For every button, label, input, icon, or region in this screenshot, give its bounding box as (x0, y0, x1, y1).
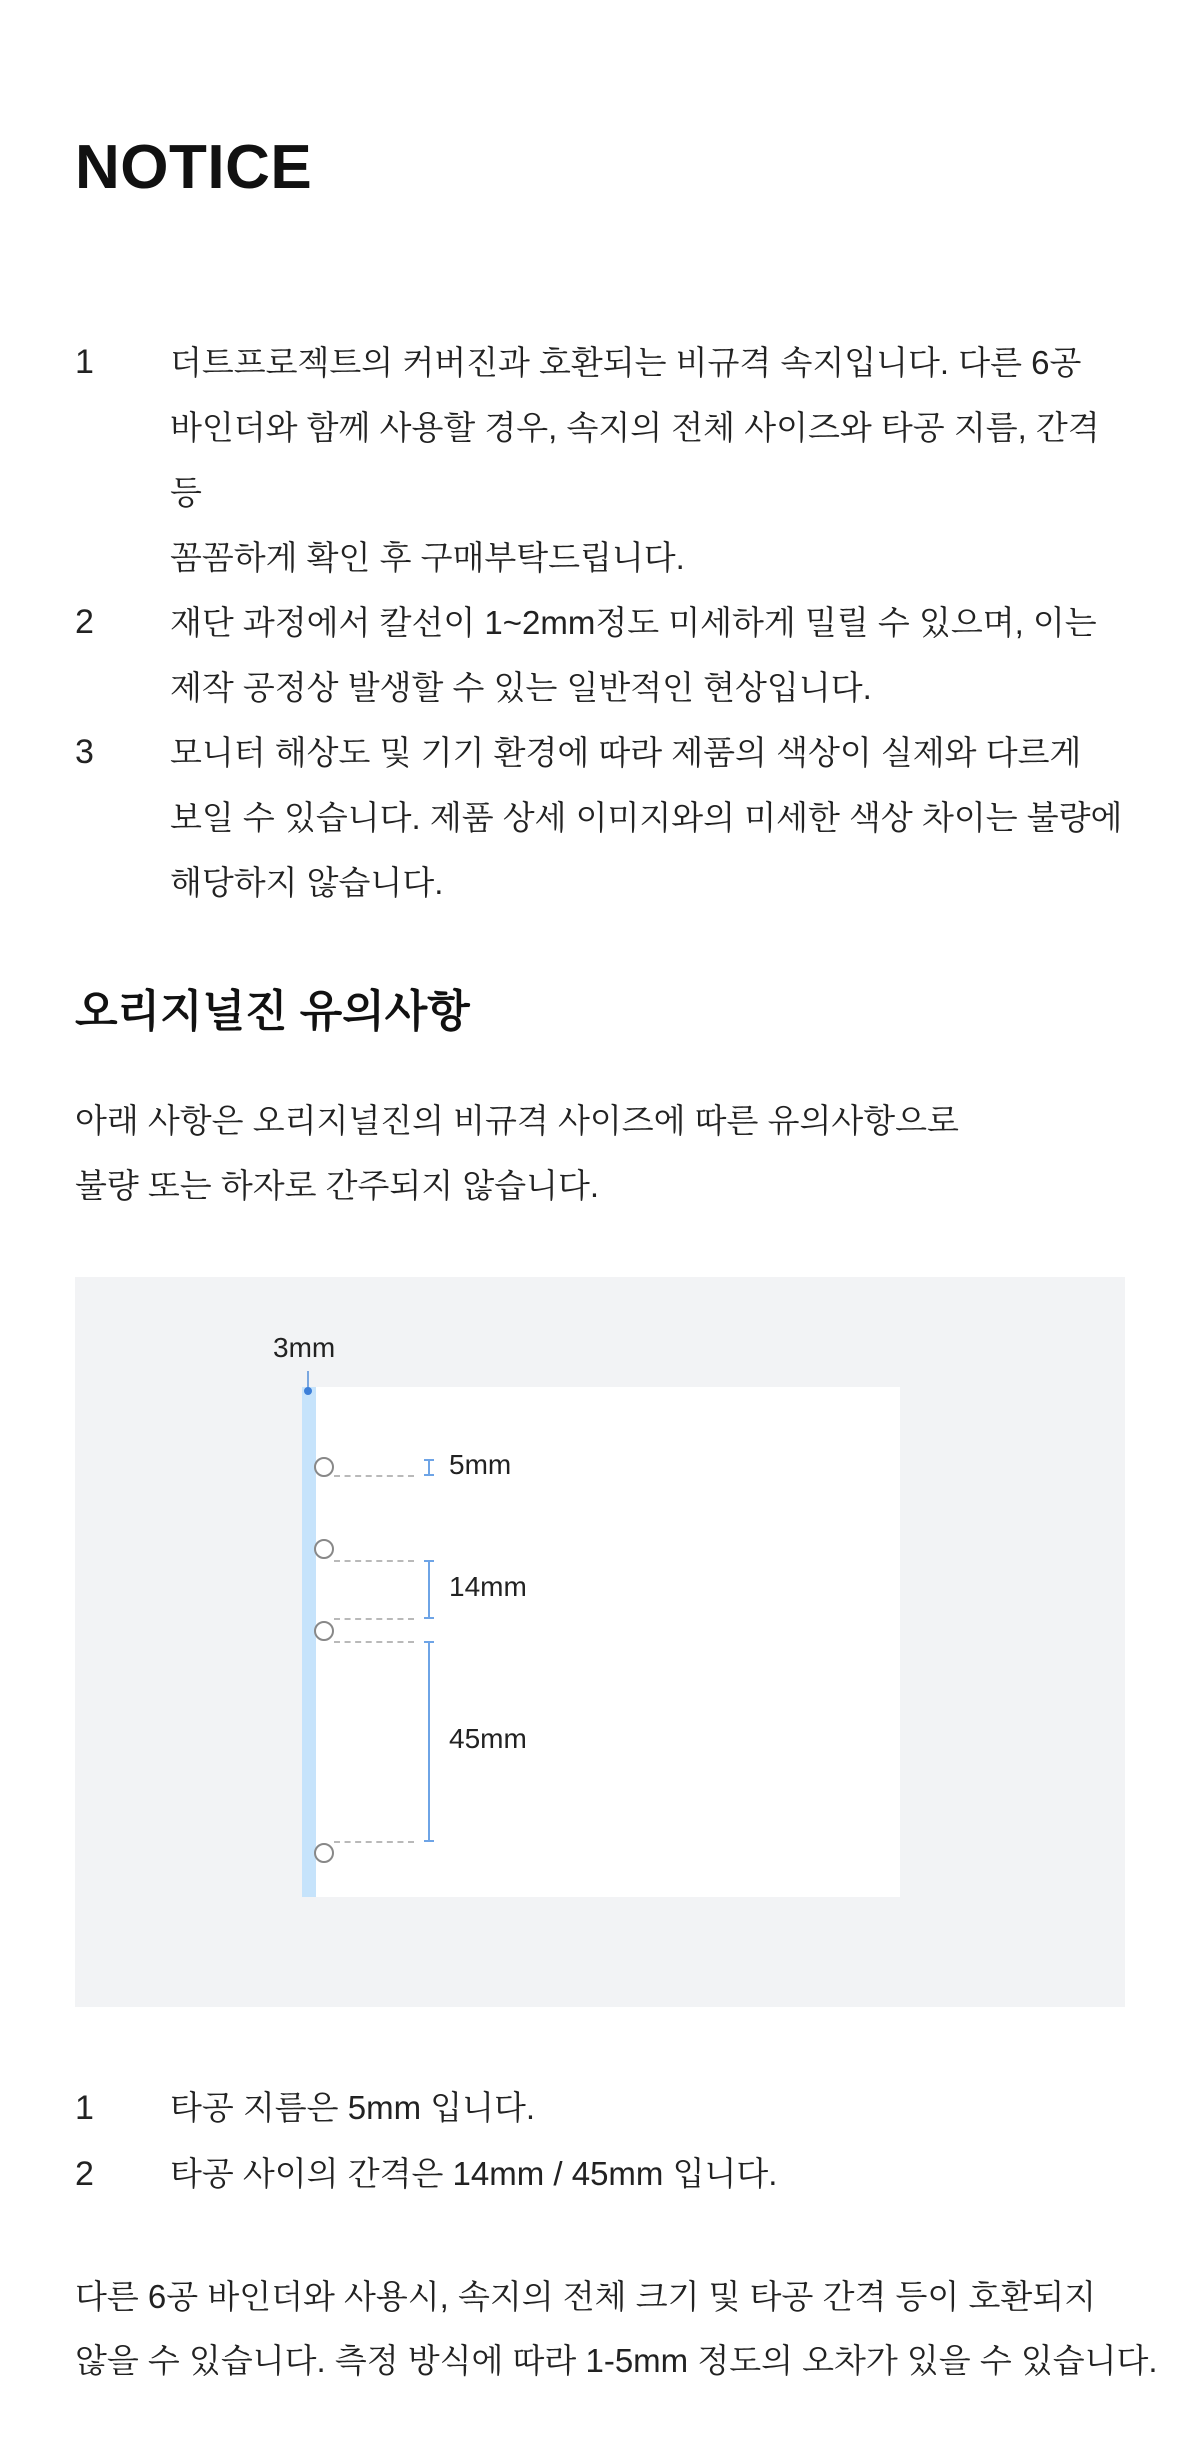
spec-item-number: 2 (75, 2155, 94, 2193)
notice-list (75, 330, 1135, 915)
notice-item-number: 1 (75, 343, 94, 381)
notice-item-line: 해당하지 않습니다. (170, 864, 444, 901)
guide-line (334, 1841, 414, 1843)
strip-width-label: 3mm (273, 1332, 336, 1363)
footer-note (75, 2265, 1175, 2393)
short-gap-label: 14mm (449, 1571, 527, 1602)
notice-item-line: 더트프로젝트의 커버진과 호환되는 비규격 속지입니다. 다른 6공 (170, 344, 1082, 381)
spec-item (75, 2141, 1135, 2207)
punch-hole (314, 1843, 334, 1863)
intro-line: 불량 또는 하자로 간주되지 않습니다. (75, 1167, 600, 1204)
notice-item-line: 바인더와 함께 사용할 경우, 속지의 전체 사이즈와 타공 지름, 간격 등 (170, 409, 1100, 511)
notice-item (75, 330, 1135, 590)
punch-hole-diagram (75, 1277, 1125, 2007)
long-gap-label: 45mm (449, 1723, 527, 1754)
notice-item-line: 제작 공정상 발생할 수 있는 일반적인 현상입니다. (170, 669, 872, 706)
footer-line: 않을 수 있습니다. 측정 방식에 따라 1-5mm 정도의 오차가 있을 수 있습니다. (75, 2342, 1158, 2379)
notice-item-line: 모니터 해상도 및 기기 환경에 따라 제품의 색상이 실제와 다르게 (170, 734, 1082, 771)
notice-item-number: 3 (75, 733, 94, 771)
punch-hole (314, 1621, 334, 1641)
notice-item-line: 꼼꼼하게 확인 후 구매부탁드립니다. (170, 539, 685, 576)
footer-line: 다른 6공 바인더와 사용시, 속지의 전체 크기 및 타공 간격 등이 호환되지 (75, 2278, 1096, 2315)
long-gap-dimension (428, 1641, 430, 1841)
notice-title: NOTICE (75, 133, 313, 202)
notice-item (75, 720, 1135, 915)
notice-item (75, 590, 1135, 720)
dimension-cap (424, 1459, 434, 1461)
spec-list (75, 2075, 1135, 2207)
notice-item-line: 재단 과정에서 칼선이 1~2mm정도 미세하게 밀릴 수 있으며, 이는 (170, 604, 1097, 641)
guide-line (334, 1475, 414, 1477)
dimension-cap (424, 1617, 434, 1619)
guide-line (334, 1618, 414, 1620)
dimension-cap (424, 1560, 434, 1562)
notice-item-number: 2 (75, 603, 94, 641)
intro-text (75, 1088, 1135, 1218)
spec-item (75, 2075, 1135, 2141)
guide-line (334, 1641, 414, 1643)
section-title: 오리지널진 유의사항 (75, 987, 470, 1036)
hole-diameter-label: 5mm (449, 1449, 512, 1480)
punch-hole (314, 1457, 334, 1477)
dimension-cap (424, 1641, 434, 1643)
short-gap-dimension (428, 1560, 430, 1618)
intro-line: 아래 사항은 오리지널진의 비규격 사이즈에 따른 유의사항으로 (75, 1102, 959, 1139)
spec-item-number: 1 (75, 2089, 94, 2127)
spec-item-text: 타공 사이의 간격은 14mm / 45mm 입니다. (170, 2155, 778, 2192)
dimension-cap (424, 1474, 434, 1476)
hole-diameter-dimension (428, 1459, 430, 1475)
notice-item-line: 보일 수 있습니다. 제품 상세 이미지와의 미세한 색상 차이는 불량에 (170, 799, 1123, 836)
dimension-cap (424, 1840, 434, 1842)
strip-width-dot (304, 1387, 312, 1395)
guide-line (334, 1560, 414, 1562)
punch-hole (314, 1539, 334, 1559)
spec-item-text: 타공 지름은 5mm 입니다. (170, 2089, 536, 2126)
